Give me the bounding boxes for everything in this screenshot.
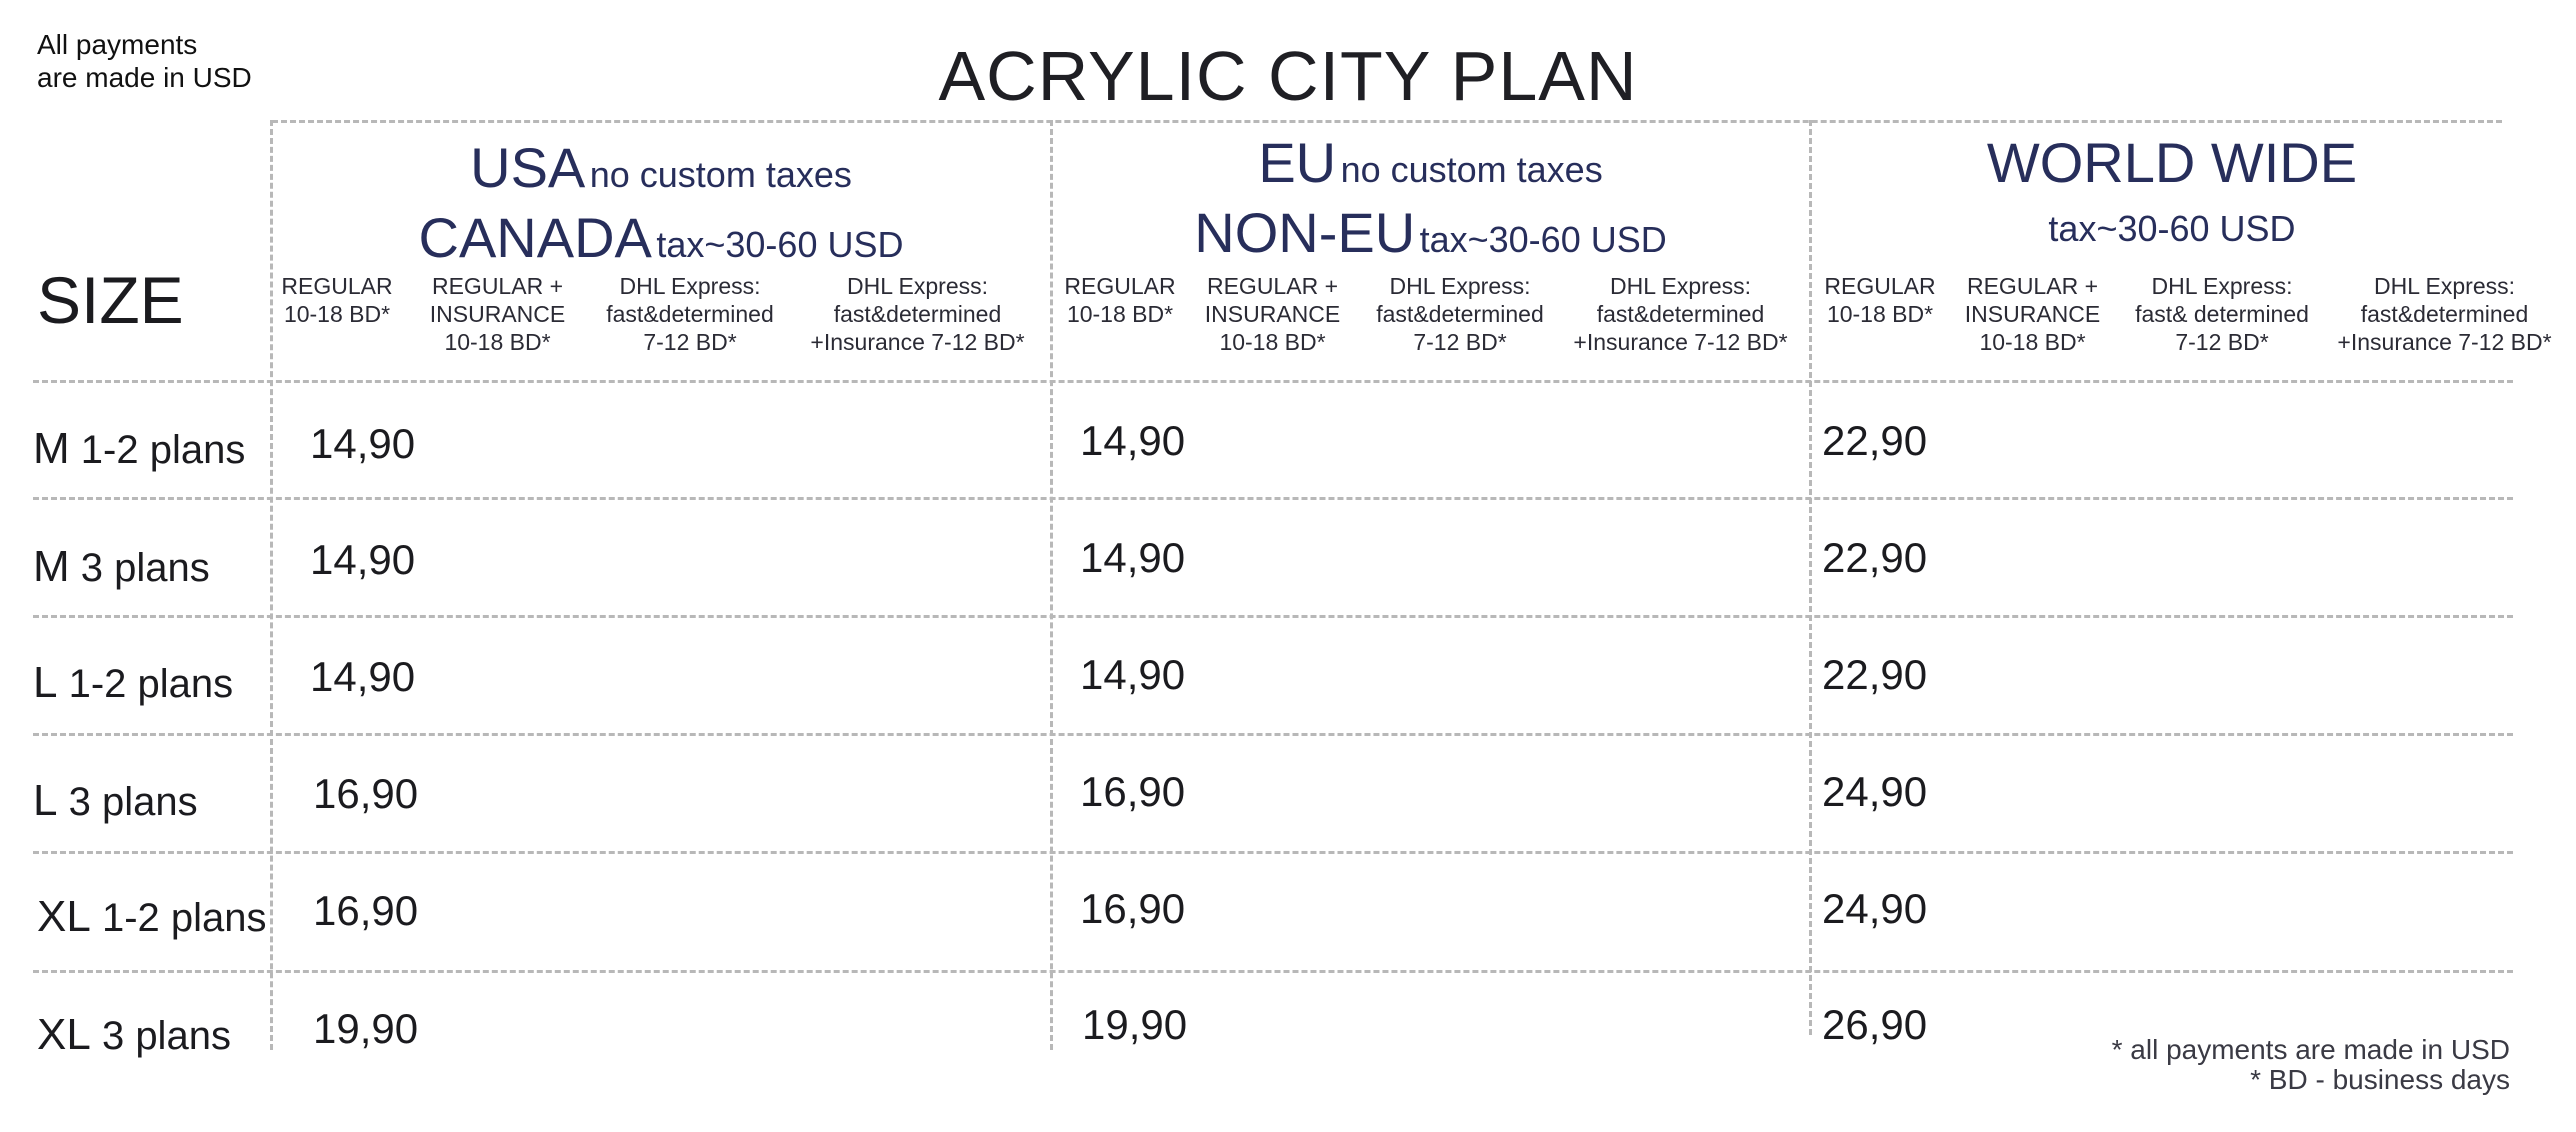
region-name: CANADA	[418, 206, 652, 269]
size-code: M	[33, 542, 70, 591]
subheader-line: DHL Express:	[846, 273, 989, 299]
region-header-usa-canada	[272, 136, 1050, 269]
subheader-line: REGULAR	[1824, 273, 1936, 299]
row-divider	[33, 497, 2513, 500]
region-tax-note: no custom taxes	[589, 154, 852, 195]
size-code: XL	[37, 1010, 91, 1059]
subheader-line: INSURANCE	[429, 301, 566, 327]
plans-count: 3 plans	[80, 546, 210, 590]
plans-count: 1-2 plans	[68, 662, 234, 706]
row-size-label	[37, 892, 267, 942]
row-divider	[33, 733, 2513, 736]
region-tax-note: tax~30-60 USD	[656, 224, 904, 265]
row-size-label	[33, 658, 233, 708]
size-code: L	[33, 658, 58, 707]
subheader-line: 10-18 BD*	[1219, 329, 1326, 355]
subheader-line: DHL Express:	[619, 273, 761, 299]
subheader-line: DHL Express:	[2151, 273, 2293, 299]
row-divider	[33, 615, 2513, 618]
subheader-line: 7-12 BD*	[2175, 329, 2269, 355]
subheader-line: +Insurance 7-12 BD*	[810, 329, 1025, 355]
page-title: ACRYLIC CITY PLAN	[938, 37, 1638, 115]
subheader-dhl-express	[1365, 272, 1555, 356]
region-header-eu	[1052, 131, 1809, 264]
price-world-wide: 22,90	[1822, 417, 1928, 464]
plans-count: 3 plans	[101, 1014, 231, 1058]
subheader-regular	[1055, 272, 1185, 328]
subheader-dhl-express-insurance	[1558, 272, 1803, 356]
row-size-label	[33, 542, 210, 592]
region-name: USA	[470, 136, 586, 199]
subheader-line: 7-12 BD*	[1413, 329, 1507, 355]
subheader-line: INSURANCE	[1204, 301, 1341, 327]
subheader-line: REGULAR	[281, 273, 393, 299]
region-name: NON-EU	[1194, 201, 1416, 264]
subheader-line: DHL Express:	[1389, 273, 1531, 299]
subheader-dhl-express-insurance	[795, 272, 1040, 356]
subheader-line: fast& determined	[2135, 301, 2309, 327]
size-header: SIZE	[37, 263, 184, 337]
subheader-dhl-express	[595, 272, 785, 356]
price-usa-canada: 14,90	[310, 653, 416, 700]
size-code: XL	[37, 892, 91, 941]
row-divider	[33, 380, 2513, 383]
subheader-regular	[272, 272, 402, 328]
plans-count: 1-2 plans	[101, 896, 267, 940]
region-tax-note: tax~30-60 USD	[2048, 208, 2296, 249]
price-usa-canada: 16,90	[313, 887, 419, 934]
footnote-business-days: * BD - business days	[2250, 1064, 2510, 1095]
subheader-line: REGULAR	[1064, 273, 1176, 299]
region-header-world-wide	[1812, 131, 2532, 249]
region-tax-note: no custom taxes	[1340, 149, 1603, 190]
subheader-line: 10-18 BD*	[444, 329, 551, 355]
row-divider	[33, 851, 2513, 854]
price-eu: 14,90	[1080, 534, 1186, 581]
subheader-line: 10-18 BD*	[1066, 301, 1174, 327]
subheader-line: fast&determined	[606, 301, 774, 327]
row-size-label	[33, 776, 198, 826]
subheader-line: fast&determined	[2360, 301, 2529, 327]
subheader-regular-insurance	[1185, 272, 1360, 356]
subheader-line: 10-18 BD*	[283, 301, 391, 327]
footnotes	[2112, 1035, 2510, 1095]
row-divider	[33, 970, 2513, 973]
subheader-regular	[1815, 272, 1945, 328]
column-divider	[1809, 120, 1812, 1035]
header-top-line	[272, 120, 2502, 123]
price-eu: 14,90	[1080, 651, 1186, 698]
subheader-dhl-express	[2122, 272, 2322, 356]
price-usa-canada: 14,90	[310, 536, 416, 583]
price-usa-canada: 14,90	[310, 420, 416, 467]
size-code: M	[33, 424, 70, 473]
size-code: L	[33, 776, 58, 825]
subheader-regular-insurance	[410, 272, 585, 356]
plans-count: 1-2 plans	[80, 428, 246, 472]
subheader-line: 10-18 BD*	[1826, 301, 1934, 327]
price-world-wide: 26,90	[1822, 1001, 1928, 1048]
price-world-wide: 24,90	[1822, 768, 1928, 815]
subheader-line: fast&determined	[833, 301, 1002, 327]
subheader-line: fast&determined	[1376, 301, 1544, 327]
plans-count: 3 plans	[68, 780, 198, 824]
price-world-wide: 24,90	[1822, 885, 1928, 932]
subheader-line: REGULAR +	[1966, 273, 2098, 299]
price-usa-canada: 16,90	[313, 770, 419, 817]
price-world-wide: 22,90	[1822, 534, 1928, 581]
payment-note	[37, 28, 252, 94]
row-size-label	[37, 1010, 231, 1060]
subheader-line: DHL Express:	[1609, 273, 1752, 299]
region-tax-note: tax~30-60 USD	[1419, 219, 1667, 260]
subheader-line: fast&determined	[1596, 301, 1765, 327]
subheader-line: DHL Express:	[2373, 273, 2516, 299]
subheader-line: 7-12 BD*	[643, 329, 737, 355]
region-name: WORLD WIDE	[1986, 131, 2358, 194]
footnote-payments: * all payments are made in USD	[2111, 1034, 2510, 1065]
price-eu: 16,90	[1080, 885, 1186, 932]
subheader-line: REGULAR +	[431, 273, 563, 299]
subheader-line: INSURANCE	[1964, 301, 2101, 327]
price-world-wide: 22,90	[1822, 651, 1928, 698]
row-size-label	[33, 424, 245, 474]
subheader-line: REGULAR +	[1206, 273, 1338, 299]
price-eu: 14,90	[1080, 417, 1186, 464]
price-eu: 19,90	[1082, 1001, 1188, 1048]
subheader-regular-insurance	[1945, 272, 2120, 356]
subheader-dhl-express-insurance	[2322, 272, 2567, 356]
price-eu: 16,90	[1080, 768, 1186, 815]
payment-note-line: are made in USD	[37, 62, 252, 93]
subheader-line: +Insurance 7-12 BD*	[2337, 329, 2552, 355]
subheader-line: 10-18 BD*	[1979, 329, 2086, 355]
payment-note-line: All payments	[37, 29, 198, 60]
subheader-line: +Insurance 7-12 BD*	[1573, 329, 1788, 355]
region-name: EU	[1258, 131, 1337, 194]
price-usa-canada: 19,90	[313, 1005, 419, 1052]
